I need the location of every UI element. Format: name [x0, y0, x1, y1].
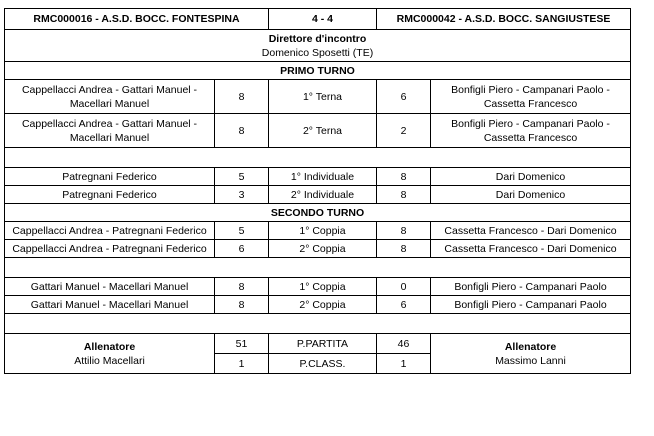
home-players: Patregnani Federico [5, 186, 215, 204]
game-row [5, 80, 631, 114]
home-players: Cappellacci Andrea - Patregnani Federico [5, 222, 215, 240]
spacer-row [5, 148, 631, 168]
away-players: Bonfigli Piero - Campanari Paolo [431, 296, 631, 314]
turn-title: PRIMO TURNO [5, 62, 631, 80]
away-score: 8 [377, 222, 431, 240]
away-players: Dari Domenico [431, 186, 631, 204]
home-score: 5 [215, 168, 269, 186]
partita-away: 46 [377, 334, 431, 354]
header-row [5, 9, 631, 30]
away-players: Cassetta Francesco - Dari Domenico [431, 222, 631, 240]
home-coach-label: Allenatore [83, 340, 136, 353]
game-row [5, 240, 631, 258]
home-score: 8 [215, 80, 269, 114]
game-type: 2° Individuale [269, 186, 377, 204]
game-row [5, 222, 631, 240]
game-row [5, 278, 631, 296]
home-score: 8 [215, 296, 269, 314]
game-row [5, 114, 631, 148]
director-row [5, 30, 631, 62]
game-type: 1° Individuale [269, 168, 377, 186]
away-coach-name: Massimo Lanni [495, 354, 566, 367]
match-score: 4 - 4 [269, 9, 377, 30]
home-score: 6 [215, 240, 269, 258]
away-score: 8 [377, 240, 431, 258]
spacer-cell [5, 314, 631, 334]
game-type: 2° Coppia [269, 240, 377, 258]
home-players: Cappellacci Andrea - Gattari Manuel - Macellari Manuel [5, 114, 215, 148]
game-type: 2° Coppia [269, 296, 377, 314]
home-coach-cell [5, 334, 215, 374]
home-players: Gattari Manuel - Macellari Manuel [5, 278, 215, 296]
home-score: 3 [215, 186, 269, 204]
away-score: 6 [377, 80, 431, 114]
home-score: 8 [215, 278, 269, 296]
away-score: 0 [377, 278, 431, 296]
away-team-name: RMC000042 - A.S.D. BOCC. SANGIUSTESE [377, 9, 631, 30]
game-row [5, 168, 631, 186]
home-players: Gattari Manuel - Macellari Manuel [5, 296, 215, 314]
away-players: Bonfigli Piero - Campanari Paolo [431, 278, 631, 296]
game-type: 2° Terna [269, 114, 377, 148]
turn-title-row [5, 62, 631, 80]
away-score: 8 [377, 186, 431, 204]
game-type: 1° Coppia [269, 222, 377, 240]
turn-title-row [5, 204, 631, 222]
spacer-cell [5, 258, 631, 278]
away-players: Dari Domenico [431, 168, 631, 186]
director-cell [5, 30, 631, 62]
spacer-row [5, 258, 631, 278]
class-away: 1 [377, 354, 431, 374]
home-team-name: RMC000016 - A.S.D. BOCC. FONTESPINA [5, 9, 269, 30]
partita-home: 51 [215, 334, 269, 354]
home-score: 5 [215, 222, 269, 240]
partita-label: P.PARTITA [269, 334, 377, 354]
turns-body [5, 62, 631, 314]
away-players: Bonfigli Piero - Campanari Paolo - Cassetta Francesco [431, 114, 631, 148]
home-players: Cappellacci Andrea - Patregnani Federico [5, 240, 215, 258]
home-players: Patregnani Federico [5, 168, 215, 186]
away-players: Cassetta Francesco - Dari Domenico [431, 240, 631, 258]
away-coach-label: Allenatore [504, 340, 557, 353]
class-label: P.CLASS. [269, 354, 377, 374]
turn-title: SECONDO TURNO [5, 204, 631, 222]
away-score: 2 [377, 114, 431, 148]
game-type: 1° Coppia [269, 278, 377, 296]
away-score: 8 [377, 168, 431, 186]
home-players: Cappellacci Andrea - Gattari Manuel - Macellari Manuel [5, 80, 215, 114]
game-type: 1° Terna [269, 80, 377, 114]
spacer-cell [5, 148, 631, 168]
director-label: Direttore d'incontro [268, 32, 367, 45]
game-row [5, 296, 631, 314]
away-players: Bonfigli Piero - Campanari Paolo - Cassetta Francesco [431, 80, 631, 114]
game-row [5, 186, 631, 204]
class-home: 1 [215, 354, 269, 374]
match-report-table [4, 8, 631, 374]
away-score: 6 [377, 296, 431, 314]
director-name: Domenico Sposetti (TE) [261, 46, 374, 59]
spacer-row [5, 314, 631, 334]
home-score: 8 [215, 114, 269, 148]
home-coach-name: Attilio Macellari [74, 354, 145, 367]
away-coach-cell [431, 334, 631, 374]
footer-row-1 [5, 334, 631, 354]
